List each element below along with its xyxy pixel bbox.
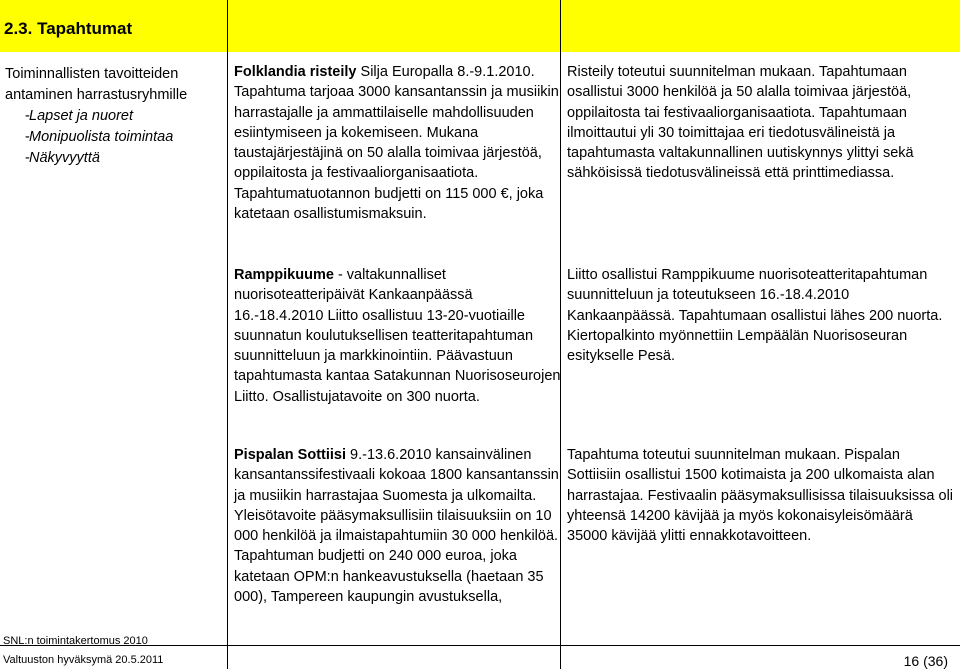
column-divider-left <box>227 0 228 669</box>
event-description-text: 9.-13.6.2010 kansainvälinen kansantanssifestivaali kokoaa 1800 kansantanssin ja musiikin harrastajaa Suomesta ja ulkomailta. Yleisötavoite pääsymaksullisiin tilaisuuksiin on 10 000 henkilöä ja ilmaistapahtumiin 30 000 henkilöä. Tapahtuman budjetti on 240 000 euroa, joka katetaan OPM:n hankeavustuksella (haetaan 35 000), Tampereen kaupungin avustuksella, <box>234 447 559 606</box>
goal-dash: - <box>25 150 30 166</box>
event-name: Pispalan Sottiisi <box>234 447 346 463</box>
event-description-ramppikuume <box>234 265 564 407</box>
goals-intro: Toiminnallisten tavoitteiden antaminen harrastusryhmille <box>5 66 188 103</box>
event-result-ramppikuume: Liitto osallistui Ramppikuume nuorisoteatteritapahtuman suunnitteluun ja toteutukseen 16.-18.4.2010 Kankaanpäässä. Tapahtumaan osallistui lähes 200 nuorta. Kiertopalkinto myönnettiin Lempäälän Nuorisoseuran esitykselle Pesä. <box>567 267 943 365</box>
section-header-bar <box>0 0 960 52</box>
event-description-text: - valtakunnalliset nuorisoteatteripäivät Kankaanpäässä 16.-18.4.2010 Liitto osallistuu 13-20-vuotiaille suunnatun koulutuksellisen teatteritapahtuman suunnitteluun ja markkinointiin. Päävastuun tapahtumasta kantaa Satakunnan Nuorisoseurojen Liitto. Osallistujatavoite on 300 nuorta. <box>234 267 561 405</box>
event-name: Folklandia risteily <box>234 64 357 80</box>
event-result-sottiisi: Tapahtuma toteutui suunnitelman mukaan. Pispalan Sottiisiin osallistui 1500 kotimaista ja 200 ulkomaista alan harrastajaa. Festivaalin pääsymaksullisissa tilaisuuksissa oli yhteensä 14200 kävijää ja myös kokonaisyleisömäärä 35000 kävijää ylitti ennakkotavoitteen. <box>567 447 954 545</box>
goal-text: Lapset ja nuoret <box>29 108 133 124</box>
goal-item <box>5 148 223 169</box>
footer-approval: Valtuuston hyväksymä 20.5.2011 <box>3 654 164 666</box>
section-title: 2.3. Tapahtumat <box>4 19 133 38</box>
goal-item <box>5 106 223 127</box>
goal-dash: - <box>25 129 30 145</box>
footer-report-title: SNL:n toimintakertomus 2010 <box>3 635 148 647</box>
event-description-text: Silja Europalla 8.-9.1.2010. Tapahtuma tarjoaa 3000 kansantanssin ja musiikin harrastajalle ja ammattilaiselle mahdollisuuden esiintymiseen ja kokemiseen. Mukana taustajärjestäjinä on 50 alalla toimivaa järjestöä, oppilaitosta ja festivaaliorganisaatiota. Tapahtumatuotannon budjetti on 115 000 €, joka katetaan osallistumismaksuin. <box>234 64 559 223</box>
page-number: 16 (36) <box>903 653 948 669</box>
goals-column <box>5 64 223 169</box>
event-description-sottiisi <box>234 445 564 607</box>
goal-text: Monipuolista toimintaa <box>29 129 174 145</box>
event-name: Ramppikuume <box>234 267 334 283</box>
goal-dash: - <box>25 108 30 124</box>
event-description-folklandia <box>234 62 564 224</box>
event-result-folklandia: Risteily toteutui suunnitelman mukaan. Tapahtumaan osallistui 3000 henkilöä ja 50 alalla toimivaa järjestöä, oppilaitosta tai festivaaliorganisaatiota. Tapahtumaan ilmoittautui yli 30 toimittajaa eri tiedotusvälineistä ja tapahtumasta valtakunnallinen uutiskynnys ylittyi sekä sähköisissä tiedotusvälineissä että printtimediassa. <box>567 64 914 182</box>
goal-item <box>5 127 223 148</box>
goal-text: Näkyvyyttä <box>29 150 100 166</box>
